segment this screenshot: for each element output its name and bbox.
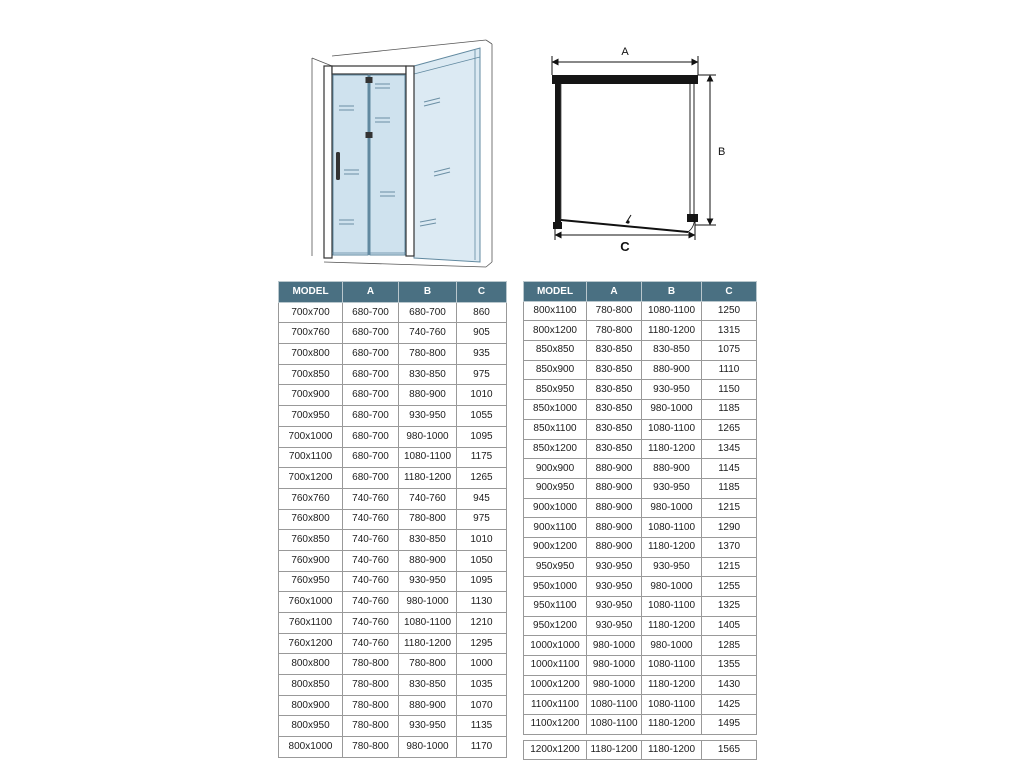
model-cell: 700x800 [279, 344, 343, 365]
header-model: MODEL [524, 282, 587, 302]
table-row [279, 695, 507, 716]
value-cell: 740-760 [399, 488, 457, 509]
value-cell: 1080-1100 [642, 597, 702, 617]
dim-a-label: A [621, 46, 629, 58]
value-cell: 1135 [457, 716, 507, 737]
model-cell: 950x1000 [524, 577, 587, 597]
model-cell: 950x1100 [524, 597, 587, 617]
value-cell: 1405 [702, 616, 757, 636]
table-row [279, 550, 507, 571]
value-cell: 680-700 [343, 302, 399, 323]
value-cell: 1180-1200 [642, 537, 702, 557]
model-cell: 760x1000 [279, 592, 343, 613]
value-cell: 780-800 [343, 654, 399, 675]
value-cell: 830-850 [399, 675, 457, 696]
value-cell: 1175 [457, 447, 507, 468]
model-cell: 850x850 [524, 341, 587, 361]
value-cell: 930-950 [399, 406, 457, 427]
value-cell: 740-760 [343, 550, 399, 571]
value-cell: 680-700 [343, 385, 399, 406]
table-row [524, 518, 757, 538]
model-cell: 900x950 [524, 478, 587, 498]
value-cell: 1080-1100 [587, 715, 642, 735]
model-cell: 1000x1200 [524, 675, 587, 695]
model-cell: 800x850 [279, 675, 343, 696]
value-cell: 1055 [457, 406, 507, 427]
value-cell: 975 [457, 509, 507, 530]
value-cell: 680-700 [399, 302, 457, 323]
model-cell: 700x1200 [279, 468, 343, 489]
table-row [279, 488, 507, 509]
value-cell: 740-760 [343, 613, 399, 634]
value-cell: 830-850 [399, 530, 457, 551]
value-cell: 740-760 [343, 488, 399, 509]
value-cell: 1265 [457, 468, 507, 489]
model-cell: 1100x1200 [524, 715, 587, 735]
value-cell: 1035 [457, 675, 507, 696]
value-cell: 945 [457, 488, 507, 509]
left-bottom-wall-block [553, 222, 562, 229]
table-row [279, 509, 507, 530]
table-row [524, 597, 757, 617]
value-cell: 1180-1200 [399, 633, 457, 654]
table-row [524, 321, 757, 341]
value-cell: 1080-1100 [642, 518, 702, 538]
size-table-right-last-row [523, 740, 757, 760]
dim-c-label: C [620, 239, 630, 254]
value-cell: 1215 [702, 557, 757, 577]
table-row [279, 654, 507, 675]
model-cell: 800x1200 [524, 321, 587, 341]
value-cell: 780-800 [343, 737, 399, 758]
value-cell: 1010 [457, 530, 507, 551]
value-cell: 1430 [702, 675, 757, 695]
value-cell: 1180-1200 [642, 715, 702, 735]
model-cell: 850x1000 [524, 400, 587, 420]
model-cell: 850x950 [524, 380, 587, 400]
table-row [524, 537, 757, 557]
side-glass-panel [414, 48, 480, 262]
table-row [524, 656, 757, 676]
table-row [524, 715, 757, 735]
value-cell: 740-760 [343, 633, 399, 654]
value-cell: 1565 [702, 741, 757, 760]
value-cell: 980-1000 [642, 636, 702, 656]
value-cell: 930-950 [642, 478, 702, 498]
value-cell: 1080-1100 [642, 656, 702, 676]
right-bottom-wall-block [687, 214, 698, 222]
value-cell: 1095 [457, 426, 507, 447]
value-cell: 1130 [457, 592, 507, 613]
table-row [279, 323, 507, 344]
value-cell: 905 [457, 323, 507, 344]
table-row [279, 737, 507, 758]
value-cell: 740-760 [399, 323, 457, 344]
value-cell: 1255 [702, 577, 757, 597]
model-cell: 700x850 [279, 364, 343, 385]
value-cell: 930-950 [399, 571, 457, 592]
value-cell: 880-900 [587, 478, 642, 498]
value-cell: 780-800 [343, 695, 399, 716]
table-row [279, 447, 507, 468]
header-a: A [587, 282, 642, 302]
size-table-right [523, 281, 757, 735]
model-cell: 760x850 [279, 530, 343, 551]
top-view-diagram [538, 42, 763, 257]
size-table-left [278, 281, 507, 758]
model-cell: 760x950 [279, 571, 343, 592]
value-cell: 830-850 [642, 341, 702, 361]
model-cell: 850x1100 [524, 419, 587, 439]
value-cell: 740-760 [343, 530, 399, 551]
table-row [524, 459, 757, 479]
value-cell: 980-1000 [642, 400, 702, 420]
value-cell: 780-800 [399, 654, 457, 675]
model-cell: 700x1100 [279, 447, 343, 468]
value-cell: 680-700 [343, 426, 399, 447]
value-cell: 860 [457, 302, 507, 323]
value-cell: 1010 [457, 385, 507, 406]
model-cell: 950x950 [524, 557, 587, 577]
value-cell: 1050 [457, 550, 507, 571]
value-cell: 930-950 [587, 616, 642, 636]
value-cell: 740-760 [343, 592, 399, 613]
header-b: B [642, 282, 702, 302]
value-cell: 1425 [702, 695, 757, 715]
table-row [524, 400, 757, 420]
table-row [279, 364, 507, 385]
value-cell: 1185 [702, 478, 757, 498]
value-cell: 1080-1100 [642, 419, 702, 439]
table-row [524, 636, 757, 656]
value-cell: 980-1000 [587, 656, 642, 676]
value-cell: 1080-1100 [587, 695, 642, 715]
model-cell: 700x950 [279, 406, 343, 427]
value-cell: 830-850 [587, 439, 642, 459]
enclosure-3d-diagram [248, 22, 506, 268]
value-cell: 1185 [702, 400, 757, 420]
value-cell: 1210 [457, 613, 507, 634]
value-cell: 980-1000 [399, 592, 457, 613]
value-cell: 1080-1100 [642, 695, 702, 715]
value-cell: 975 [457, 364, 507, 385]
left-wall-bar [555, 84, 561, 225]
table-row [279, 302, 507, 323]
value-cell: 680-700 [343, 323, 399, 344]
value-cell: 1180-1200 [399, 468, 457, 489]
table-header-row [279, 282, 507, 303]
table-row [279, 385, 507, 406]
value-cell: 1080-1100 [642, 301, 702, 321]
value-cell: 680-700 [343, 406, 399, 427]
value-cell: 1265 [702, 419, 757, 439]
table-row [524, 419, 757, 439]
value-cell: 680-700 [343, 468, 399, 489]
value-cell: 1095 [457, 571, 507, 592]
header-c: C [702, 282, 757, 302]
model-cell: 760x1200 [279, 633, 343, 654]
hinge-mid [366, 132, 373, 138]
value-cell: 1080-1100 [399, 447, 457, 468]
value-cell: 1370 [702, 537, 757, 557]
model-cell: 700x700 [279, 302, 343, 323]
value-cell: 1170 [457, 737, 507, 758]
value-cell: 880-900 [399, 385, 457, 406]
table-row [524, 360, 757, 380]
value-cell: 1295 [457, 633, 507, 654]
model-cell: 850x900 [524, 360, 587, 380]
model-cell: 800x950 [279, 716, 343, 737]
table-row [524, 557, 757, 577]
table-row [524, 577, 757, 597]
value-cell: 1180-1200 [642, 439, 702, 459]
value-cell: 1180-1200 [642, 741, 702, 760]
table-row [279, 633, 507, 654]
value-cell: 1495 [702, 715, 757, 735]
value-cell: 1355 [702, 656, 757, 676]
value-cell: 780-800 [343, 675, 399, 696]
value-cell: 980-1000 [399, 737, 457, 758]
value-cell: 880-900 [587, 459, 642, 479]
value-cell: 680-700 [343, 364, 399, 385]
table-row [524, 478, 757, 498]
value-cell: 1080-1100 [399, 613, 457, 634]
value-cell: 930-950 [642, 557, 702, 577]
value-cell: 935 [457, 344, 507, 365]
model-cell: 760x800 [279, 509, 343, 530]
value-cell: 680-700 [343, 344, 399, 365]
model-cell: 900x1200 [524, 537, 587, 557]
value-cell: 930-950 [587, 597, 642, 617]
size-table-right-last-body [524, 741, 757, 760]
value-cell: 980-1000 [399, 426, 457, 447]
table-row [524, 498, 757, 518]
value-cell: 1290 [702, 518, 757, 538]
value-cell: 1110 [702, 360, 757, 380]
header-b: B [399, 282, 457, 303]
model-cell: 800x1000 [279, 737, 343, 758]
dim-b-label: B [718, 146, 726, 158]
table-row [524, 341, 757, 361]
table-row [279, 592, 507, 613]
model-cell: 800x900 [279, 695, 343, 716]
value-cell: 1325 [702, 597, 757, 617]
value-cell: 680-700 [343, 447, 399, 468]
model-cell: 900x1100 [524, 518, 587, 538]
table-row [524, 616, 757, 636]
value-cell: 880-900 [399, 550, 457, 571]
model-cell: 950x1200 [524, 616, 587, 636]
model-cell: 900x1000 [524, 498, 587, 518]
model-cell: 760x900 [279, 550, 343, 571]
dimension-b [695, 75, 716, 225]
model-cell: 1200x1200 [524, 741, 587, 760]
value-cell: 930-950 [587, 577, 642, 597]
table-row [524, 439, 757, 459]
header-c: C [457, 282, 507, 303]
size-table-right-body [524, 301, 757, 734]
door-handle [336, 152, 340, 180]
model-cell: 700x1000 [279, 426, 343, 447]
value-cell: 880-900 [587, 518, 642, 538]
value-cell: 1315 [702, 321, 757, 341]
value-cell: 880-900 [399, 695, 457, 716]
value-cell: 830-850 [587, 360, 642, 380]
value-cell: 780-800 [343, 716, 399, 737]
model-cell: 760x1100 [279, 613, 343, 634]
table-row [279, 344, 507, 365]
value-cell: 830-850 [587, 419, 642, 439]
value-cell: 880-900 [587, 498, 642, 518]
value-cell: 980-1000 [642, 498, 702, 518]
model-cell: 1100x1100 [524, 695, 587, 715]
value-cell: 1145 [702, 459, 757, 479]
value-cell: 1180-1200 [642, 321, 702, 341]
model-cell: 800x1100 [524, 301, 587, 321]
table-row [524, 741, 757, 760]
value-cell: 780-800 [399, 509, 457, 530]
value-cell: 1075 [702, 341, 757, 361]
value-cell: 740-760 [343, 571, 399, 592]
back-wall-bar [552, 75, 698, 84]
value-cell: 930-950 [399, 716, 457, 737]
value-cell: 780-800 [399, 344, 457, 365]
value-cell: 830-850 [587, 380, 642, 400]
value-cell: 1070 [457, 695, 507, 716]
value-cell: 980-1000 [587, 636, 642, 656]
value-cell: 1150 [702, 380, 757, 400]
table-row [279, 426, 507, 447]
table-row [524, 301, 757, 321]
value-cell: 740-760 [343, 509, 399, 530]
value-cell: 780-800 [587, 321, 642, 341]
table-row [279, 468, 507, 489]
value-cell: 1345 [702, 439, 757, 459]
model-cell: 850x1200 [524, 439, 587, 459]
header-a: A [343, 282, 399, 303]
table-row [279, 613, 507, 634]
table-row [524, 675, 757, 695]
pivot-door [561, 215, 694, 232]
value-cell: 830-850 [587, 400, 642, 420]
value-cell: 1180-1200 [587, 741, 642, 760]
model-cell: 760x760 [279, 488, 343, 509]
value-cell: 1180-1200 [642, 616, 702, 636]
table-row [524, 380, 757, 400]
table-row [279, 716, 507, 737]
table-row [279, 406, 507, 427]
value-cell: 980-1000 [587, 675, 642, 695]
model-cell: 1000x1000 [524, 636, 587, 656]
model-cell: 1000x1100 [524, 656, 587, 676]
model-cell: 900x900 [524, 459, 587, 479]
value-cell: 1000 [457, 654, 507, 675]
header-model: MODEL [279, 282, 343, 303]
table-row [524, 695, 757, 715]
value-cell: 880-900 [587, 537, 642, 557]
value-cell: 1250 [702, 301, 757, 321]
value-cell: 880-900 [642, 360, 702, 380]
value-cell: 930-950 [642, 380, 702, 400]
value-cell: 830-850 [399, 364, 457, 385]
model-cell: 700x760 [279, 323, 343, 344]
value-cell: 930-950 [587, 557, 642, 577]
dimension-a [552, 56, 698, 75]
bifold-door-panels [332, 75, 406, 255]
side-panel-topview [690, 84, 694, 216]
model-cell: 800x800 [279, 654, 343, 675]
table-row [279, 571, 507, 592]
table-row [279, 530, 507, 551]
value-cell: 1180-1200 [642, 675, 702, 695]
value-cell: 1285 [702, 636, 757, 656]
value-cell: 980-1000 [642, 577, 702, 597]
table-row [279, 675, 507, 696]
model-cell: 700x900 [279, 385, 343, 406]
value-cell: 780-800 [587, 301, 642, 321]
table-header-row [524, 282, 757, 302]
size-table-left-body [279, 302, 507, 757]
value-cell: 880-900 [642, 459, 702, 479]
value-cell: 1215 [702, 498, 757, 518]
value-cell: 830-850 [587, 341, 642, 361]
hinge-top [366, 77, 373, 83]
